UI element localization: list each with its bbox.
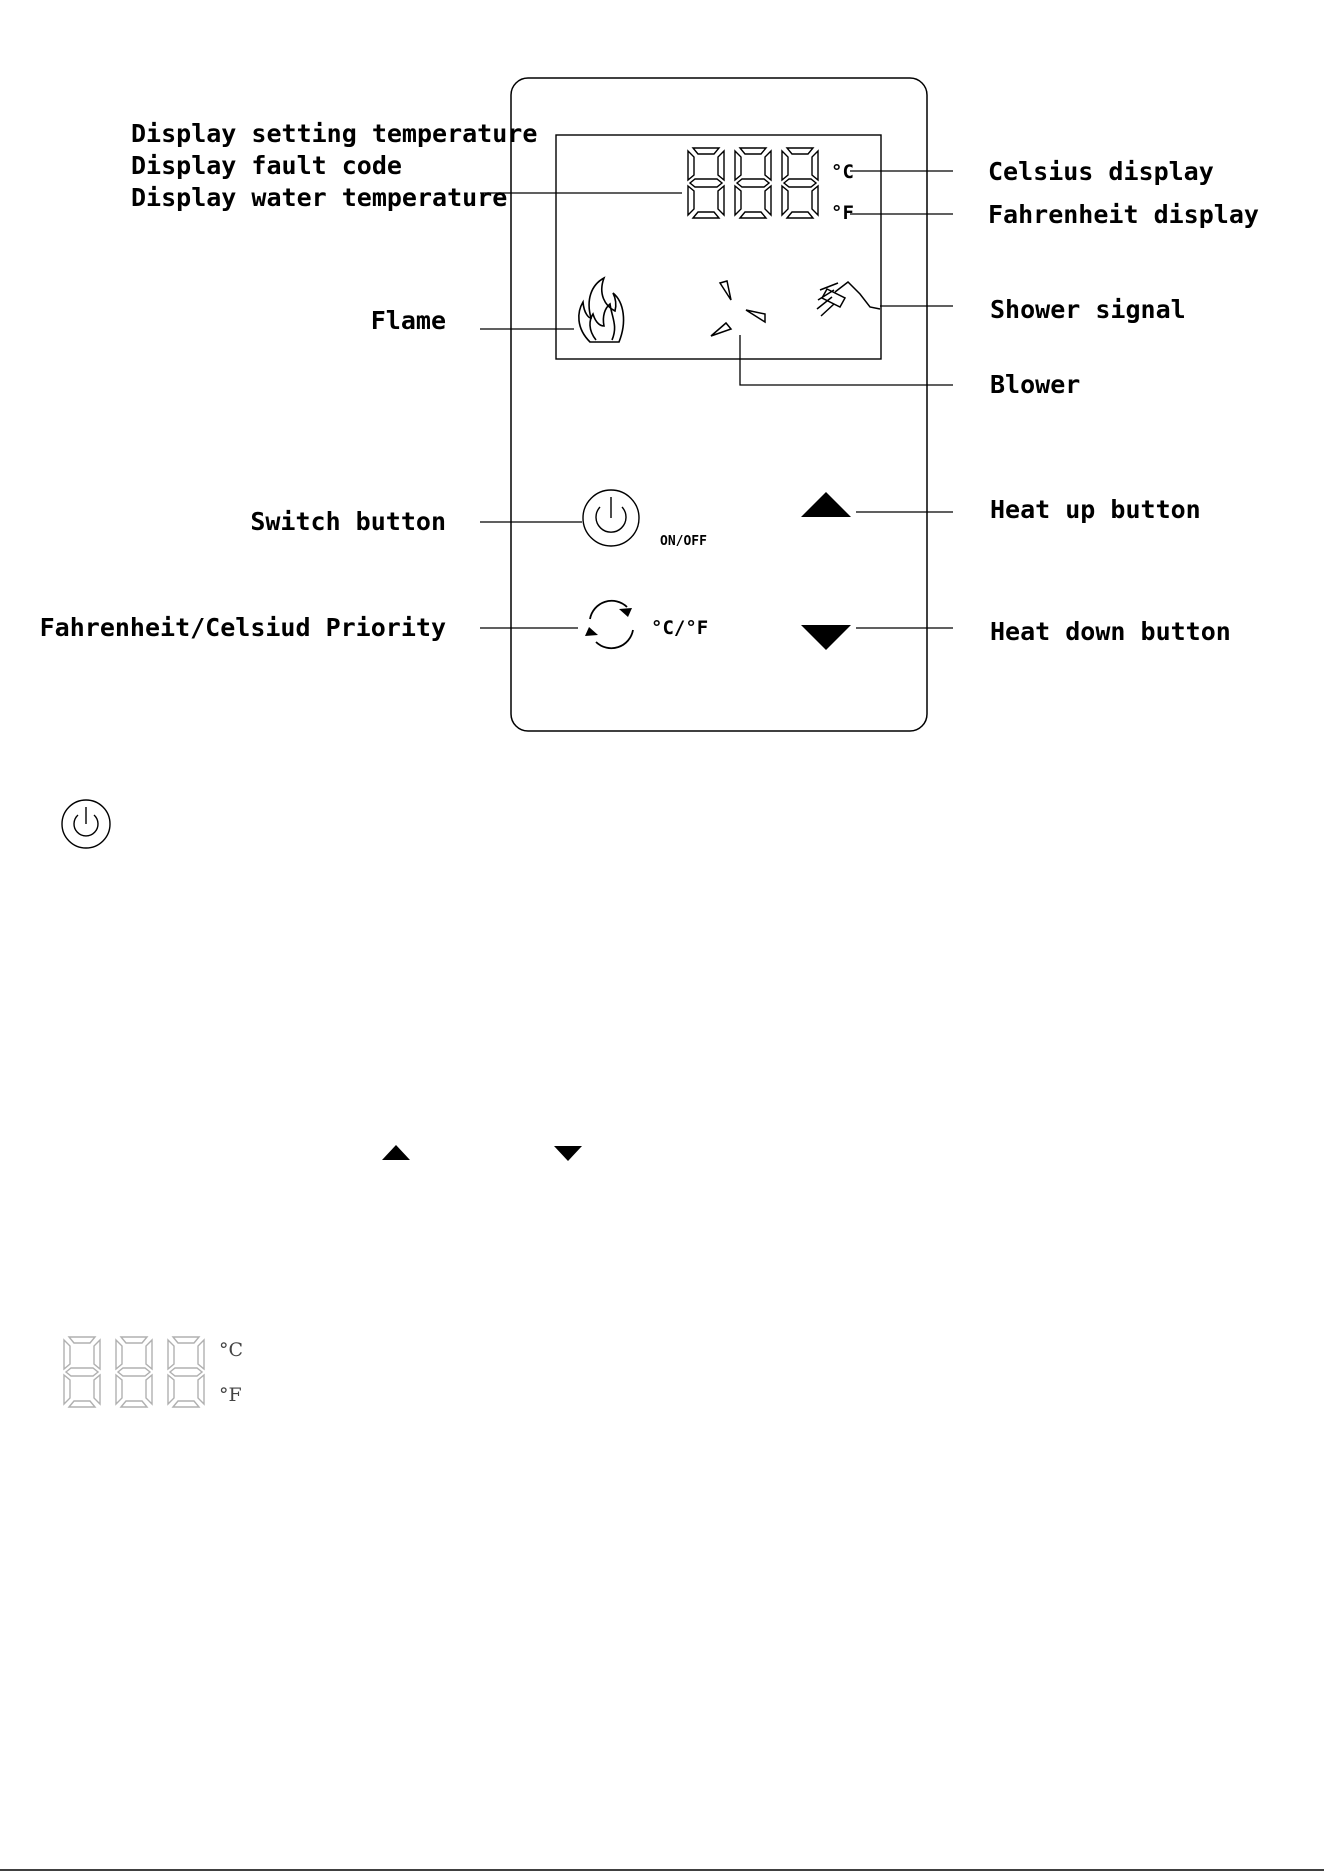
power-icon	[596, 497, 626, 532]
callout-heat-up-button: Heat up button	[990, 495, 1201, 524]
temperature-digits	[688, 148, 818, 218]
callout-heat-down-button: Heat down button	[990, 617, 1231, 646]
callout-display-water-temperature: Display water temperature	[131, 183, 508, 212]
callout-unit-priority: Fahrenheit/Celsiud Priority	[39, 613, 446, 642]
refresh-icon	[585, 601, 633, 648]
callout-switch-button: Switch button	[250, 507, 446, 536]
triangle-down-icon	[554, 1146, 582, 1161]
reference-fahrenheit: °F	[219, 1384, 242, 1406]
flame-icon	[579, 278, 624, 342]
callout-display-fault-code: Display fault code	[131, 151, 402, 180]
shower-icon	[817, 282, 880, 316]
blower-icon	[711, 281, 765, 336]
celsius-indicator: °C	[831, 161, 854, 183]
callout-celsius-display: Celsius display	[988, 157, 1214, 186]
unit-switch-button[interactable]	[585, 601, 633, 648]
unit-switch-label: °C/°F	[651, 617, 709, 639]
reference-celsius: °C	[219, 1339, 244, 1361]
heat-up-button[interactable]	[801, 492, 851, 517]
callout-fahrenheit-display: Fahrenheit display	[988, 200, 1259, 229]
reference-digits	[64, 1337, 204, 1407]
fahrenheit-indicator: °F	[831, 202, 854, 224]
on-off-label: ON/OFF	[660, 534, 707, 549]
leader-lines	[480, 171, 953, 628]
power-icon	[62, 800, 110, 848]
heat-down-button[interactable]	[801, 625, 851, 650]
switch-button[interactable]	[583, 490, 639, 546]
callout-display-setting-temperature: Display setting temperature	[131, 119, 538, 148]
triangle-up-icon	[382, 1145, 410, 1160]
callout-blower: Blower	[990, 370, 1081, 399]
callout-flame: Flame	[370, 306, 446, 335]
callout-shower-signal: Shower signal	[990, 295, 1186, 324]
